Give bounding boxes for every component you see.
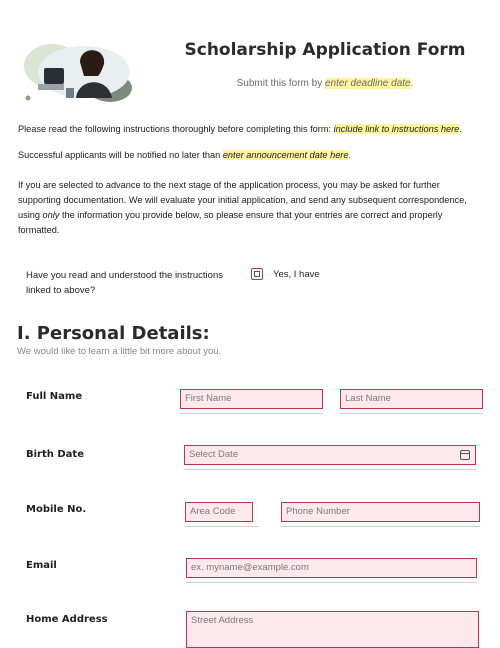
area-code-input[interactable]: Area Code: [185, 502, 253, 522]
notify-prefix: Successful applicants will be notified no later than: [18, 150, 221, 160]
email-input[interactable]: ex. myname@example.com: [186, 558, 477, 578]
first-name-underline: [180, 413, 323, 414]
email-label: Email: [26, 560, 57, 571]
full-name-label: Full Name: [26, 391, 83, 402]
evaluation-paragraph: [18, 178, 484, 238]
home-address-label: Home Address: [26, 614, 108, 625]
submission-deadline: [150, 78, 500, 89]
first-name-input[interactable]: First Name: [180, 389, 323, 409]
phone-number-input[interactable]: Phone Number: [281, 502, 480, 522]
street-address-input[interactable]: Street Address: [186, 611, 479, 648]
birth-date-placeholder: Select Date: [189, 449, 239, 460]
announcement-date-placeholder: enter announcement date here: [222, 150, 349, 160]
email-underline: [186, 582, 477, 583]
page-title: Scholarship Application Form: [184, 40, 466, 60]
calendar-icon[interactable]: [460, 450, 470, 460]
evaluation-text-1: If you are selected to advance to the next stage of the application process, you may be asked for further supporting documentation. We will evaluate your initial application, and send any subsequent correspondence, using: [18, 180, 467, 220]
confirm-option-label[interactable]: Yes, I have: [273, 269, 320, 280]
evaluation-emphasis: only: [42, 210, 60, 220]
instructions-line: [18, 122, 484, 137]
section-title: I. Personal Details:: [17, 323, 210, 344]
confirm-checkbox[interactable]: [251, 268, 263, 280]
birth-date-label: Birth Date: [26, 449, 84, 460]
area-code-underline: [185, 526, 259, 527]
notification-line: [18, 148, 484, 163]
mobile-label: Mobile No.: [26, 504, 87, 515]
last-name-input[interactable]: Last Name: [340, 389, 483, 409]
notify-suffix: .: [348, 150, 352, 160]
birth-date-input[interactable]: [184, 445, 476, 465]
instructions-prefix: Please read the following instructions thoroughly before completing this form:: [18, 124, 332, 134]
instructions-suffix: .: [459, 124, 462, 134]
evaluation-text-2: the information you provide below, so please ensure that your entries are correct and properly formatted.: [18, 210, 443, 235]
confirm-question: Have you read and understood the instructions linked to above?: [26, 270, 223, 296]
deadline-placeholder: enter deadline date: [324, 78, 411, 89]
deadline-prefix: Submit this form by: [236, 78, 323, 89]
birth-date-underline: [184, 469, 476, 470]
phone-number-underline: [281, 526, 480, 527]
header-student-photo: [22, 40, 134, 104]
last-name-underline: [340, 413, 483, 414]
section-subtitle: We would like to learn a little bit more about you.: [17, 346, 222, 357]
instructions-link[interactable]: include link to instructions here: [333, 124, 460, 134]
deadline-suffix: .: [410, 78, 414, 89]
